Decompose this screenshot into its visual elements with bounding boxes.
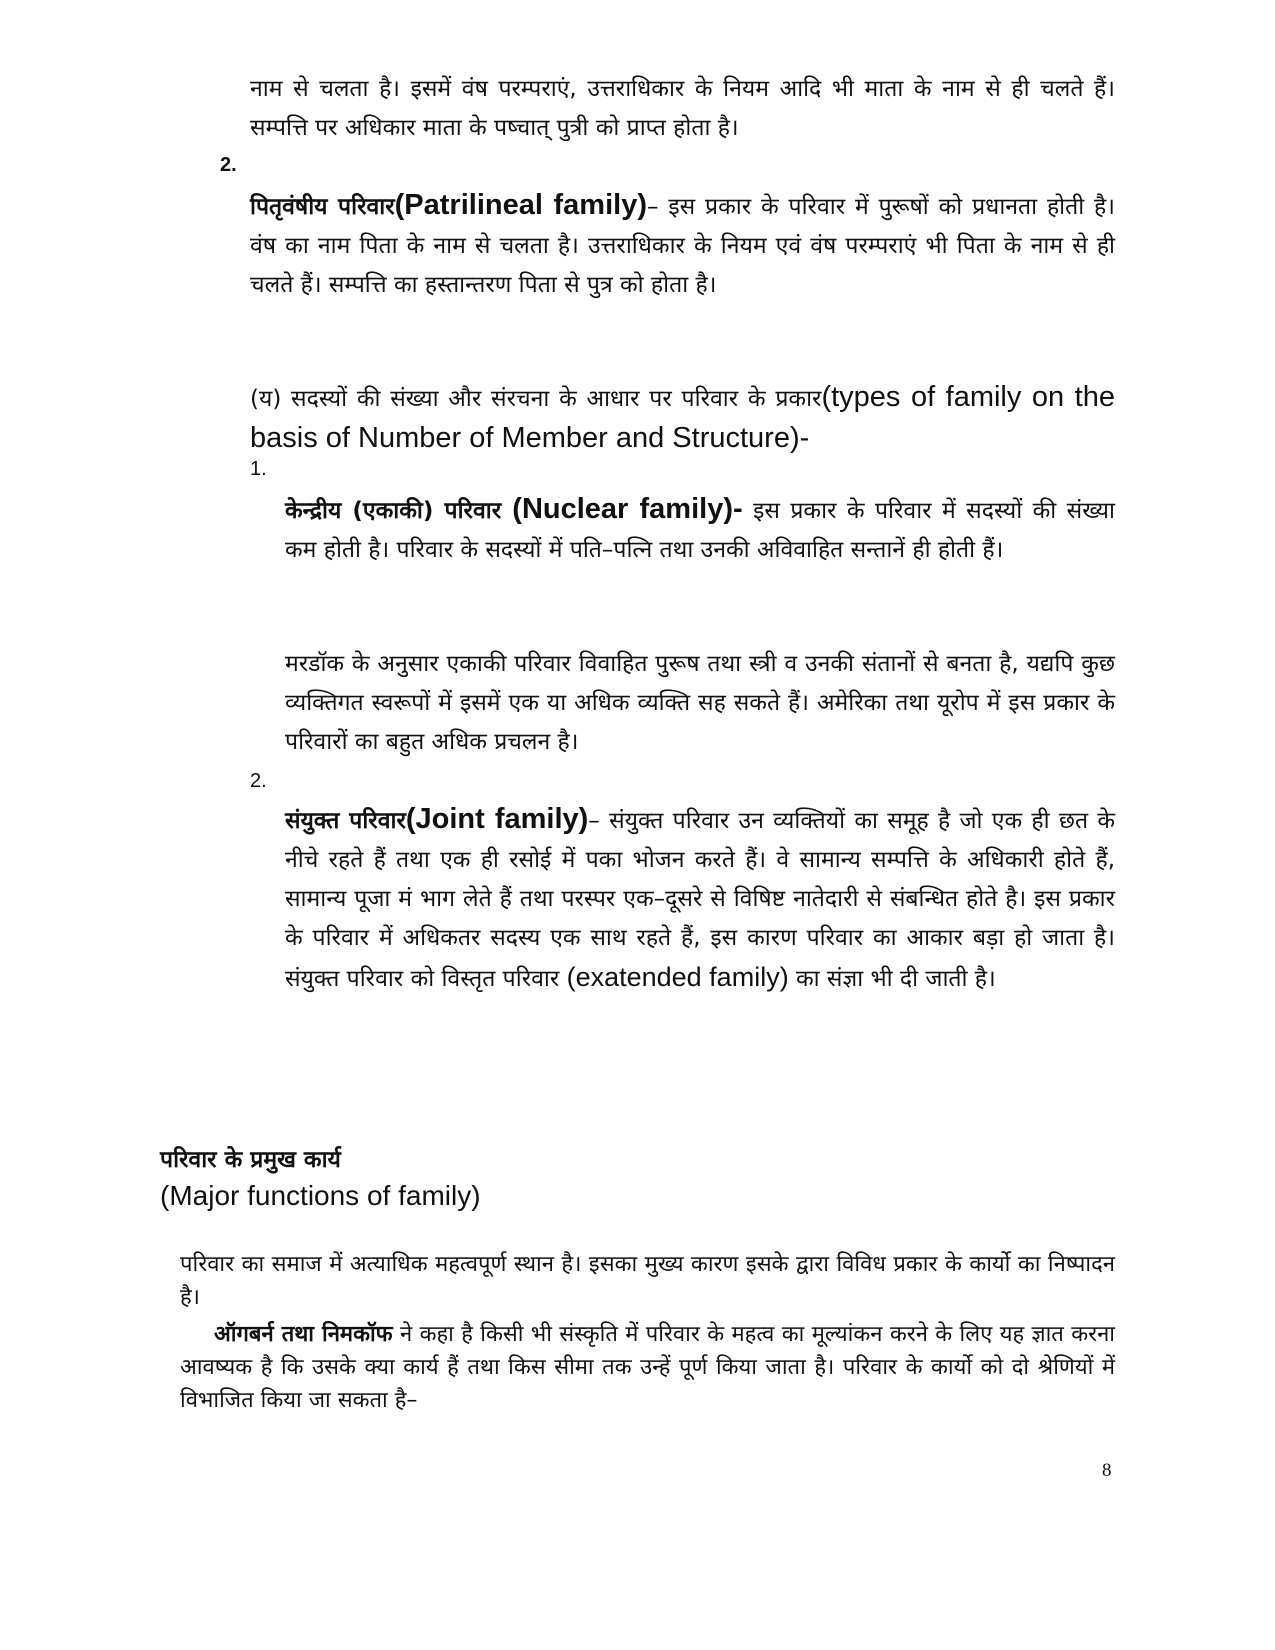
para-patrilineal-family	[250, 186, 1115, 305]
para-joint-family	[285, 800, 1115, 999]
item-number-nuclear: 1.	[250, 458, 267, 480]
para-functions-intro: परिवार का समाज में अत्याधिक महत्वपूर्ण स्थान है। इसका मुख्य कारण इसके द्वारा विविध प्रकार के कार्यो का निष्पादन है।	[180, 1252, 1115, 1310]
para-ogburn-nimkoff	[180, 1318, 1115, 1417]
joint-heading-hi: संयुक्त परिवार	[285, 808, 406, 834]
nuclear-heading-hi: केन्द्रीय (एकाकी) परिवार	[285, 498, 502, 524]
ogburn-nimkoff-body: ने कहा है किसी भी संस्कृति में परिवार के महत्व का मूल्यांकन करने के लिए यह ज्ञात करना आवष्यक है कि उसके क्या कार्य हैं तथा किस सीमा तक उन्हें पूर्ण किया जाता है। परिवार के कार्यो को दो श्रेणियों में विभाजित किया जा सकता है–	[180, 1322, 1115, 1413]
section-b-title-en: (types of family on the basis of Number of Member and Structure)-	[250, 381, 1115, 454]
section-b-heading	[250, 378, 1115, 460]
para-matrilineal-continued: नाम से चलता है। इसमें वंष परम्पराएं, उत्तराधिकार के नियम आदि भी माता के नाम से ही चलते हैं। सम्पत्ति पर अधिकार माता के पष्चात् पुत्री को प्राप्त होता है।	[250, 76, 1115, 141]
item-number-joint: 2.	[250, 770, 267, 792]
ogburn-nimkoff-names: ऑगबर्न तथा निमकॉफ	[214, 1322, 393, 1347]
joint-body-b: का संज्ञा भी दी जाती है।	[788, 966, 996, 992]
functions-heading-hi: परिवार के प्रमुख कार्य	[160, 1147, 341, 1173]
page-number: 8	[1102, 1460, 1112, 1481]
patrilineal-body: इस प्रकार के परिवार में पुरूषों को प्रधानता होती है। वंष का नाम पिता के नाम से चलता है। उत्तराधिकार के नियम एवं वंष परम्पराएं भी पिता के नाम से ही चलते हैं। सम्पत्ति का हस्तान्तरण पिता से पुत्र को होता है।	[250, 194, 1115, 298]
para-murdock-definition: मरडॉक के अनुसार एकाकी परिवार विवाहित पुरूष तथा स्त्री व उनकी संतानों से बनता है, यद्यपि कुछ व्यक्तिगत स्वरूपों में इसमें एक या अधिक व्यक्ति सह सकते हैं। अमेरिका तथा यूरोप में इस प्रकार के परिवारों का बहुत अधिक प्रचलन है।	[285, 651, 1115, 755]
item-number-patrilineal: 2.	[220, 154, 237, 176]
patrilineal-heading-hi: पितृवंषीय परिवार	[250, 194, 395, 220]
joint-body-a: संयुक्त परिवार उन व्यक्तियों का समूह है जो एक ही छत के नीचे रहते हैं तथा एक ही रसोई में पका भोजन करते हैं। वे सामान्य सम्पत्ति के अधिकारी होते हैं, सामान्य पूजा मं भाग लेते हैं तथा परस्पर एक–दूसरे से विषिष्ट नातेदारी से संबन्धित होते है। इस प्रकार के परिवार में अधिकतर सदस्य एक साथ रहते हैं, इस कारण परिवार का आकार बड़ा हो जाता है। संयुक्त परिवार को विस्तृत परिवार	[285, 808, 1116, 992]
nuclear-heading-en: (Nuclear family)-	[501, 493, 743, 525]
nuclear-body: इस प्रकार के परिवार में सदस्यों की संख्या कम होती है। परिवार के सदस्यों में पति–पत्नि तथा उनकी अविवाहित सन्तानें ही होती हैं।	[285, 498, 1115, 563]
section-b-lead-hi: (य) सदस्यों की संख्या और संरचना के आधार पर परिवार के प्रकार	[250, 386, 822, 412]
joint-term-extended-family: (exatended family)	[566, 962, 789, 992]
functions-heading-en: (Major functions of family)	[160, 1180, 481, 1211]
joint-dash: –	[588, 808, 610, 834]
patrilineal-dash: –	[646, 194, 669, 220]
patrilineal-heading-en: (Patrilineal family)	[394, 189, 647, 221]
para-nuclear-family	[285, 490, 1115, 570]
joint-heading-en: (Joint family)	[405, 803, 589, 835]
